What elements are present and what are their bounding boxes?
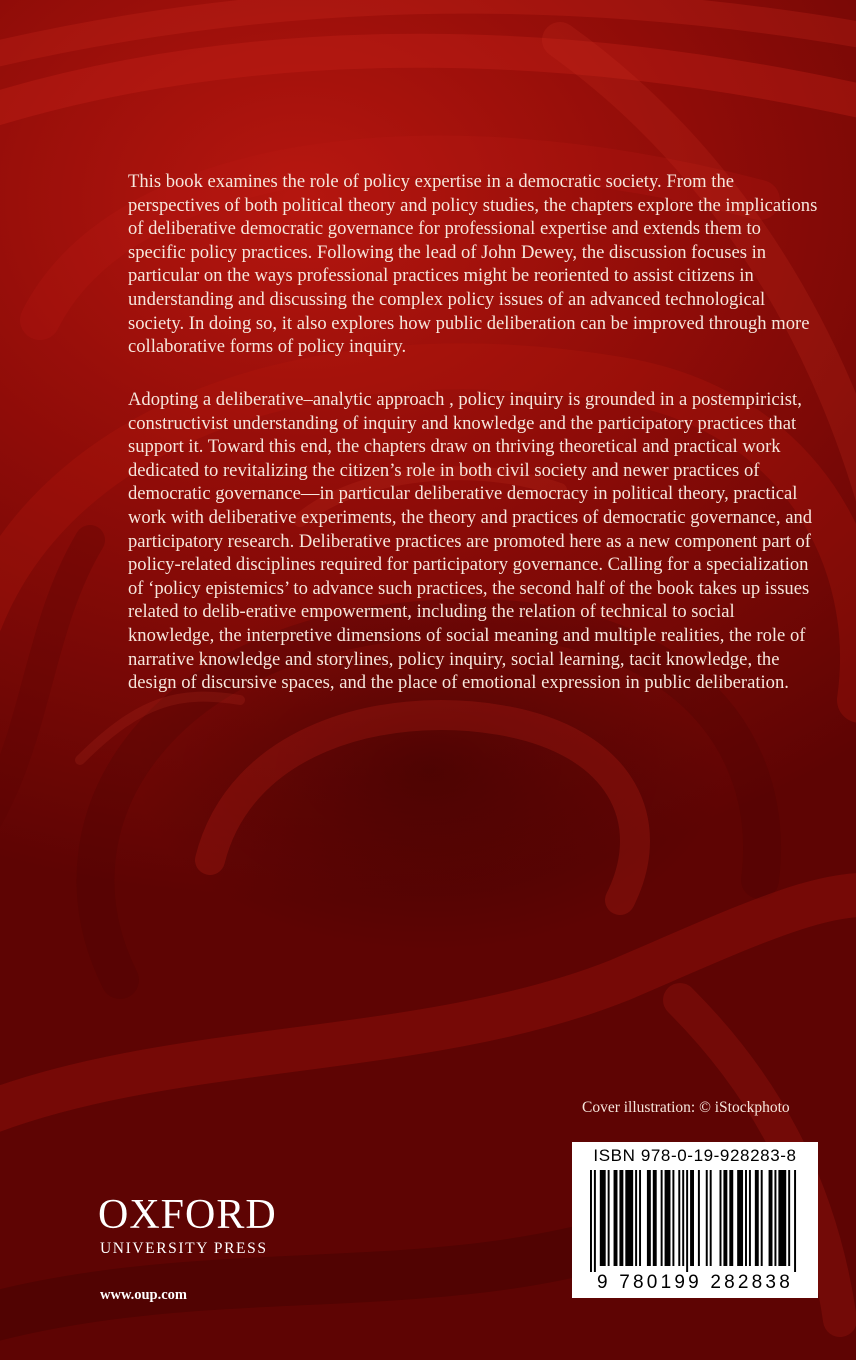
barcode-bar — [625, 1170, 633, 1266]
barcode-bar — [619, 1170, 623, 1266]
barcode-bar — [761, 1170, 763, 1266]
barcode-bars — [586, 1170, 810, 1272]
barcode-bar — [678, 1170, 680, 1266]
blurb-paragraph-1: This book examines the role of policy expertise in a democratic society. From the perspectives of both political theory and policy studies, the chapters explore the implications of deliberative democratic governance for professional expertise and extends them to specific policy practices. Following the lead of John Dewey, the discussion focuses in particular on the ways professional practices might be reoriented to assist citizens in understanding and discussing the complex policy issues of an advanced technological society. In doing so, it also explores how public deliberation can be improved through more collaborative forms of policy inquiry. — [128, 171, 818, 358]
barcode-bar — [686, 1170, 688, 1272]
barcode-bar — [672, 1170, 674, 1266]
barcode-bar — [594, 1170, 596, 1272]
barcode-bar — [723, 1170, 727, 1266]
barcode-bar — [769, 1170, 773, 1266]
barcode-bar — [794, 1170, 796, 1272]
barcode-bar — [720, 1170, 722, 1266]
blurb-paragraph-2: Adopting a deliberative–analytic approach , policy inquiry is grounded in a postempiricist, constructivist understanding of inquiry and knowledge and the participatory practices that support it. Toward this end, the chapters draw on thriving theoretical and practical work dedicated to revitalizing the citizen’s role in both civil society and newer practices of democratic governance—in particular deliberative democracy in political theory, practical work with deliberative experiments, the theory and practices of democratic governance, and participatory research. Deliberative practices are promoted here as a new component part of policy-related disciplines required for participatory governance. Calling for a specialization of ‘policy epistemics’ to advance such practices, the second half of the book takes up issues related to delib-erative empowerment, including the relation of technical to social knowledge, the interpretive dimensions of social meaning and multiple realities, the role of narrative knowledge and storylines, policy inquiry, social learning, tacit knowledge, the design of discursive spaces, and the place of emotional expression in public deliberation. — [128, 389, 813, 694]
publisher-press-name: UNIVERSITY PRESS — [100, 1240, 268, 1257]
barcode-bar — [665, 1170, 671, 1266]
barcode-bar — [737, 1170, 743, 1266]
barcode-bar — [698, 1170, 700, 1266]
barcode-bar — [682, 1170, 684, 1266]
barcode-bar — [661, 1170, 663, 1266]
barcode-bar — [608, 1170, 610, 1266]
barcode-bar — [647, 1170, 651, 1266]
barcode-bar — [745, 1170, 747, 1266]
barcode-bar — [729, 1170, 733, 1266]
barcode-bar — [635, 1170, 637, 1266]
barcode-bar — [710, 1170, 712, 1266]
barcode-bar — [639, 1170, 641, 1266]
barcode-bar — [590, 1170, 592, 1272]
isbn-barcode — [572, 1142, 818, 1298]
barcode-bar — [755, 1170, 759, 1266]
publisher-url: www.oup.com — [100, 1287, 188, 1303]
barcode-digits: 9 780199 282838 — [597, 1272, 793, 1293]
barcode-bar — [749, 1170, 751, 1266]
barcode-bar — [600, 1170, 606, 1266]
barcode-bar — [706, 1170, 708, 1266]
barcode-bar — [774, 1170, 776, 1266]
isbn-label: ISBN 978-0-19-928283-8 — [593, 1146, 797, 1165]
oxford-logo-word: OXFORD — [98, 1192, 277, 1238]
cover-illustration-credit: Cover illustration: © iStockphoto — [582, 1099, 790, 1116]
barcode-bar — [653, 1170, 657, 1266]
barcode-bar — [778, 1170, 786, 1266]
barcode-bar — [614, 1170, 618, 1266]
barcode-bar — [788, 1170, 790, 1266]
barcode-bar — [690, 1170, 694, 1266]
